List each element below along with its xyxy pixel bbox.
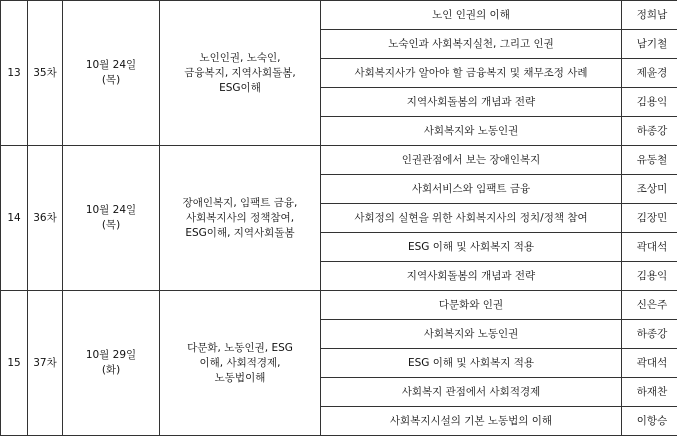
lecturer-name: 김용익 [622, 88, 677, 117]
lecture-title: 다문화와 인권 [321, 291, 622, 320]
topic-line: 금융복지, 지역사회돌봄, [184, 66, 296, 79]
lecturer-name: 하종강 [622, 117, 677, 146]
table-row [1, 146, 677, 175]
lecturer-name: 제윤경 [622, 59, 677, 88]
topic-line: 노인인권, 노숙인, [199, 51, 281, 64]
lecture-title: 지역사회돌봄의 개념과 전략 [321, 262, 622, 291]
lecture-title: 사회복지 관점에서 사회적경제 [321, 378, 622, 407]
session-topic-cell [160, 1, 321, 146]
session-date-cell [63, 146, 160, 291]
session-day: (목) [101, 74, 121, 86]
session-number: 14 [1, 146, 28, 291]
lecturer-name: 하종강 [622, 320, 677, 349]
lecture-title: 사회정의 실현을 위한 사회복지사의 정치/정책 참여 [321, 204, 622, 233]
session-number: 13 [1, 1, 28, 146]
topic-line: 사회복지사의 정책참여, [185, 211, 295, 224]
lecture-title: ESG 이해 및 사회복지 적용 [321, 349, 622, 378]
topic-line: 다문화, 노동인권, ESG [187, 341, 293, 354]
session-date-cell [63, 291, 160, 436]
table-row [1, 1, 677, 30]
lecture-title: 지역사회돌봄의 개념과 전략 [321, 88, 622, 117]
session-date-cell [63, 1, 160, 146]
session-round: 36차 [28, 146, 63, 291]
lecturer-name: 조상미 [622, 175, 677, 204]
session-topic-cell [160, 146, 321, 291]
lecture-title: 노숙인과 사회복지실천, 그리고 인권 [321, 30, 622, 59]
session-date: 10월 24일 [85, 204, 137, 216]
session-round: 37차 [28, 291, 63, 436]
session-day: (목) [101, 219, 121, 231]
lecturer-name: 곽대석 [622, 349, 677, 378]
lecturer-name: 정희남 [622, 1, 677, 30]
topic-line: ESG이해 [219, 81, 261, 94]
lecture-title: 노인 인권의 이해 [321, 1, 622, 30]
session-number: 15 [1, 291, 28, 436]
lecture-title: 사회서비스와 임팩트 금융 [321, 175, 622, 204]
lecturer-name: 하재찬 [622, 378, 677, 407]
lecture-title: ESG 이해 및 사회복지 적용 [321, 233, 622, 262]
lecture-title: 인권관점에서 보는 장애인복지 [321, 146, 622, 175]
topic-line: ESG이해, 지역사회돌봄 [185, 226, 295, 239]
topic-line: 노동법이해 [214, 371, 266, 384]
lecture-title: 사회복지사가 알아야 할 금융복지 및 채무조정 사례 [321, 59, 622, 88]
session-day: (화) [101, 364, 121, 376]
lecturer-name: 신은주 [622, 291, 677, 320]
lecturer-name: 김용익 [622, 262, 677, 291]
lecture-title: 사회복지시설의 기본 노동법의 이해 [321, 407, 622, 436]
session-date: 10월 24일 [85, 59, 137, 71]
session-round: 35차 [28, 1, 63, 146]
session-topic-cell [160, 291, 321, 436]
topic-line: 장애인복지, 임팩트 금융, [182, 196, 298, 209]
lecture-title: 사회복지와 노동인권 [321, 117, 622, 146]
table-row [1, 291, 677, 320]
lecturer-name: 김장민 [622, 204, 677, 233]
lecture-title: 사회복지와 노동인권 [321, 320, 622, 349]
lecturer-name: 남기철 [622, 30, 677, 59]
lecturer-name: 이항승 [622, 407, 677, 436]
lecturer-name: 곽대석 [622, 233, 677, 262]
topic-line: 이해, 사회적경제, [199, 356, 281, 369]
session-date: 10월 29일 [85, 349, 137, 361]
lecturer-name: 유동철 [622, 146, 677, 175]
